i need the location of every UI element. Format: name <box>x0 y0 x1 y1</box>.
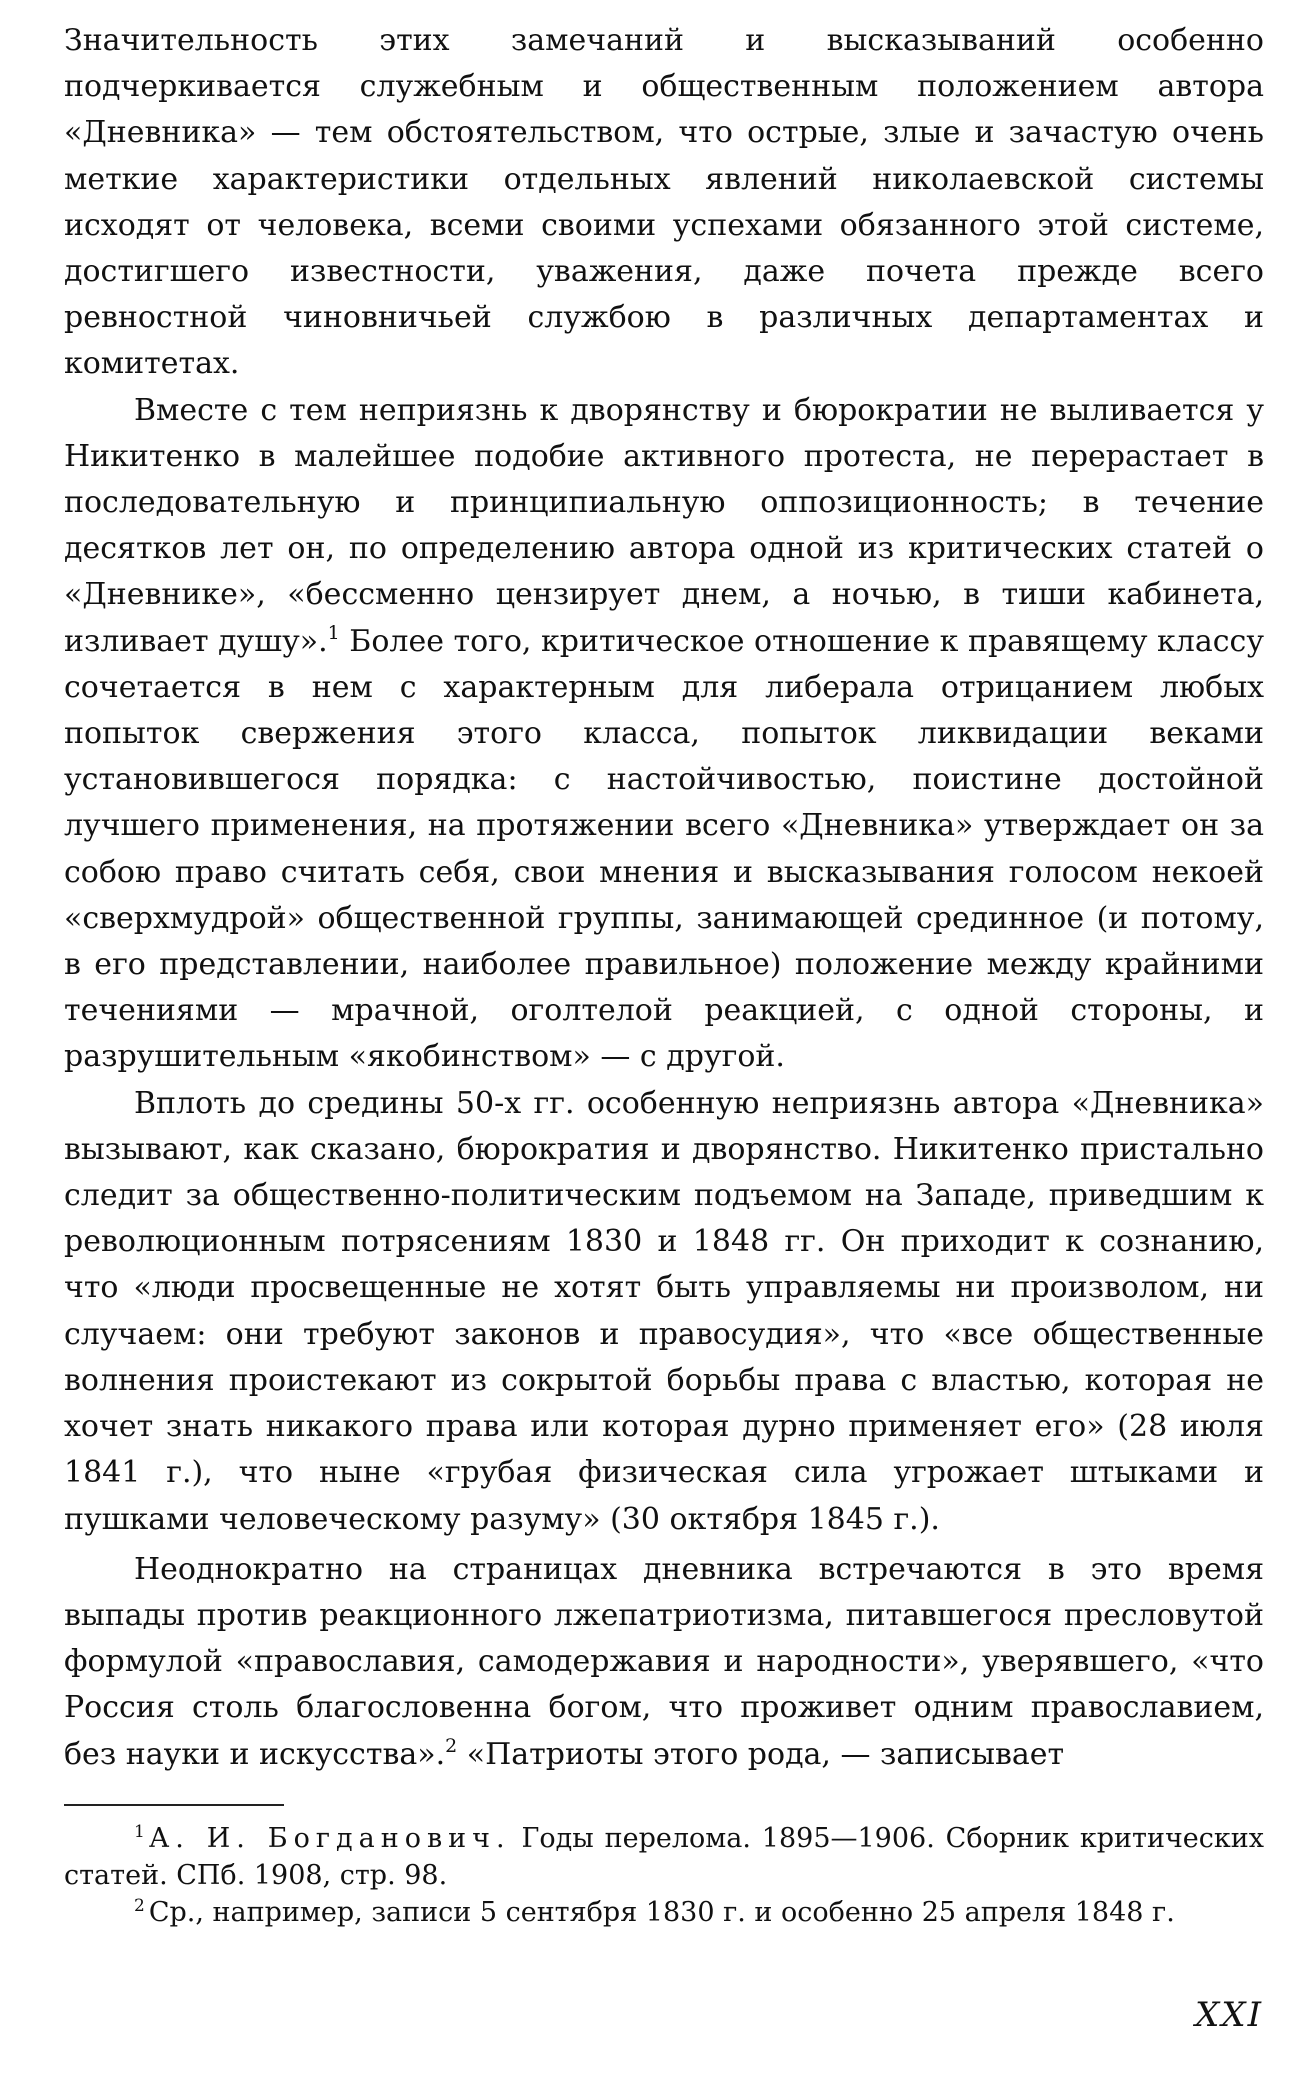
footnote-ref-1[interactable]: 1 <box>327 621 340 644</box>
footnote-1-author: А. И. Богданович. <box>148 1822 511 1854</box>
footnote-1-text: Годы перелома. 1895—1906. Сборник критических статей. СПб. 1908, стр. 98. <box>64 1822 1265 1891</box>
paragraph-4-text-a: Неоднократно на страницах дневника встречаются в это время выпады против реакционного лжепатриотизма, питавшегося пресловутой формулой «православия, самодержавия и народности», уверявшего, «что Россия столь благословенна богом, что проживет одним православием, без науки и искусства». <box>64 1551 1264 1772</box>
paragraph-4 <box>64 1547 1264 1778</box>
footnote-2-number: 2 <box>134 1895 145 1916</box>
footnote-divider <box>64 1804 284 1806</box>
paragraph-2 <box>64 388 1264 1081</box>
paragraph-3 <box>64 1081 1264 1543</box>
footnote-2 <box>64 1894 1264 1931</box>
paragraph-2-text-a: Вместе с тем неприязнь к дворянству и бюрократии не выливается у Никитенко в малейшее подобие активного протеста, не перерастает в последовательную и принципиальную оппозиционность; в течение десятков лет он, по определению автора одной из критических статей о «Дневнике», «бессменно цензирует днем, а ночью, в тиши кабинета, изливает душу». <box>64 392 1264 659</box>
paragraph-3-text: Вплоть до средины 50-х гг. особенную неприязнь автора «Дневника» вызывают, как сказано, бюрократия и дворянство. Никитенко пристально следит за общественно-политическим подъемом на Западе, приведшим к революционным потрясениям 1830 и 1848 гг. Он приходит к сознанию, что «люди просвещенные не хотят быть управляемы ни произволом, ни случаем: они требуют законов и правосудия», что «все общественные волнения проистекают из сокрытой борьбы права с властью, которая не хочет знать никакого права или которая дурно применяет его» (28 июля 1841 г.), что ныне «грубая физическая сила угрожает штыками и пушками человеческому разуму» (30 октября 1845 г.). <box>64 1085 1264 1537</box>
page-number: XXI <box>1195 1995 1263 2035</box>
page-body <box>64 18 1264 1931</box>
paragraph-1 <box>64 18 1264 388</box>
paragraph-4-text-b: «Патриоты этого рода, — записывает <box>457 1736 1065 1772</box>
footnote-2-text: Ср., например, записи 5 сентября 1830 г. и особенно 25 апреля 1848 г. <box>148 1896 1175 1928</box>
footnote-1 <box>64 1820 1264 1894</box>
footnote-ref-2[interactable]: 2 <box>445 1734 458 1757</box>
paragraph-2-text-b: Более того, критическое отношение к правящему классу сочетается в нем с характерным для либерала отрицанием любых попыток свержения этого класса, попыток ликвидации веками установившегося порядка: с настойчивостью, поистине достойной лучшего применения, на протяжении всего «Дневника» утверждает он за собою право считать себя, свои мнения и высказывания голосом некоей «сверхмудрой» общественной группы, занимающей срединное (и потому, в его представлении, наиболее правильное) положение между крайними течениями — мрачной, оголтелой реакцией, с одной стороны, и разрушительным «якобинством» — с другой. <box>64 623 1264 1075</box>
footnote-1-number: 1 <box>134 1821 145 1842</box>
paragraph-1-text: Значительность этих замечаний и высказываний особенно подчеркивается служебным и общественным положением автора «Дневника» — тем обстоятельством, что острые, злые и зачастую очень меткие характеристики отдельных явлений николаевской системы исходят от человека, всеми своими успехами обязанного этой системе, достигшего известности, уважения, даже почета прежде всего ревностной чиновничьей службою в различных департаментах и комитетах. <box>64 23 1264 382</box>
